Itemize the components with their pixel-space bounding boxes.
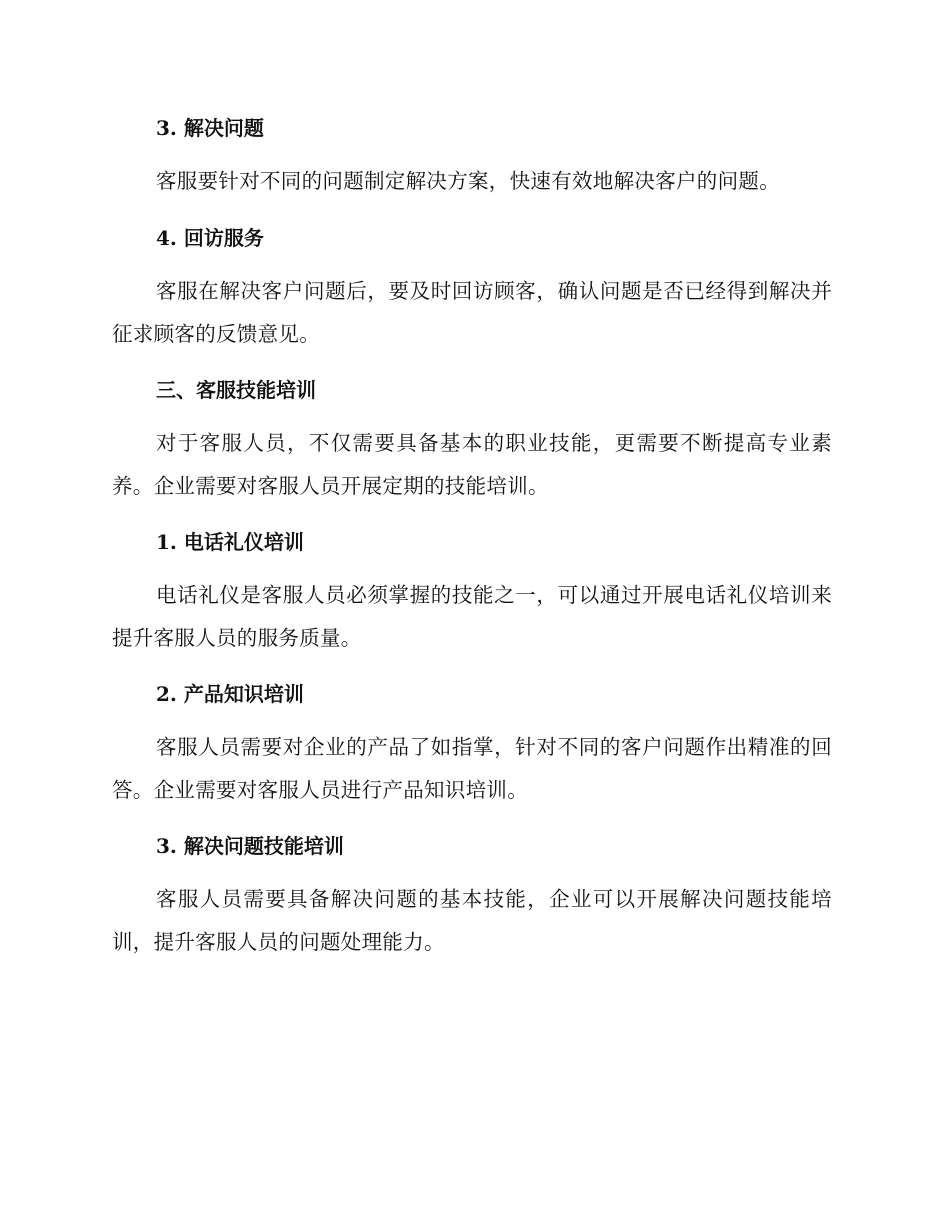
- section-heading-resolve-problems: 3. 解决问题: [156, 116, 264, 140]
- paragraph-problem-solving-training: 客服人员需要具备解决问题的基本技能，企业可以开展解决问题技能培训，提升客服人员的问题处理能力。: [112, 887, 832, 954]
- paragraph-resolve-problems: 客服要针对不同的问题制定解决方案，快速有效地解决客户的问题。: [156, 169, 780, 193]
- paragraph-follow-up-service: 客服在解决客户问题后，要及时回访顾客，确认问题是否已经得到解决并征求顾客的反馈意见。: [112, 279, 832, 346]
- section-heading-phone-etiquette: 1. 电话礼仪培训: [156, 530, 304, 554]
- paragraph-skill-training: 对于客服人员，不仅需要具备基本的职业技能，更需要不断提高专业素养。企业需要对客服人员开展定期的技能培训。: [112, 431, 832, 498]
- section-heading-problem-solving-training: 3. 解决问题技能培训: [156, 834, 344, 858]
- paragraph-product-knowledge: 客服人员需要对企业的产品了如指掌，针对不同的客户问题作出精准的回答。企业需要对客服人员进行产品知识培训。: [112, 735, 832, 802]
- section-heading-follow-up-service: 4. 回访服务: [156, 226, 264, 250]
- section-heading-skill-training: 三、客服技能培训: [156, 378, 316, 402]
- paragraph-phone-etiquette: 电话礼仪是客服人员必须掌握的技能之一，可以通过开展电话礼仪培训来提升客服人员的服务质量。: [112, 583, 832, 650]
- section-heading-product-knowledge: 2. 产品知识培训: [156, 682, 304, 706]
